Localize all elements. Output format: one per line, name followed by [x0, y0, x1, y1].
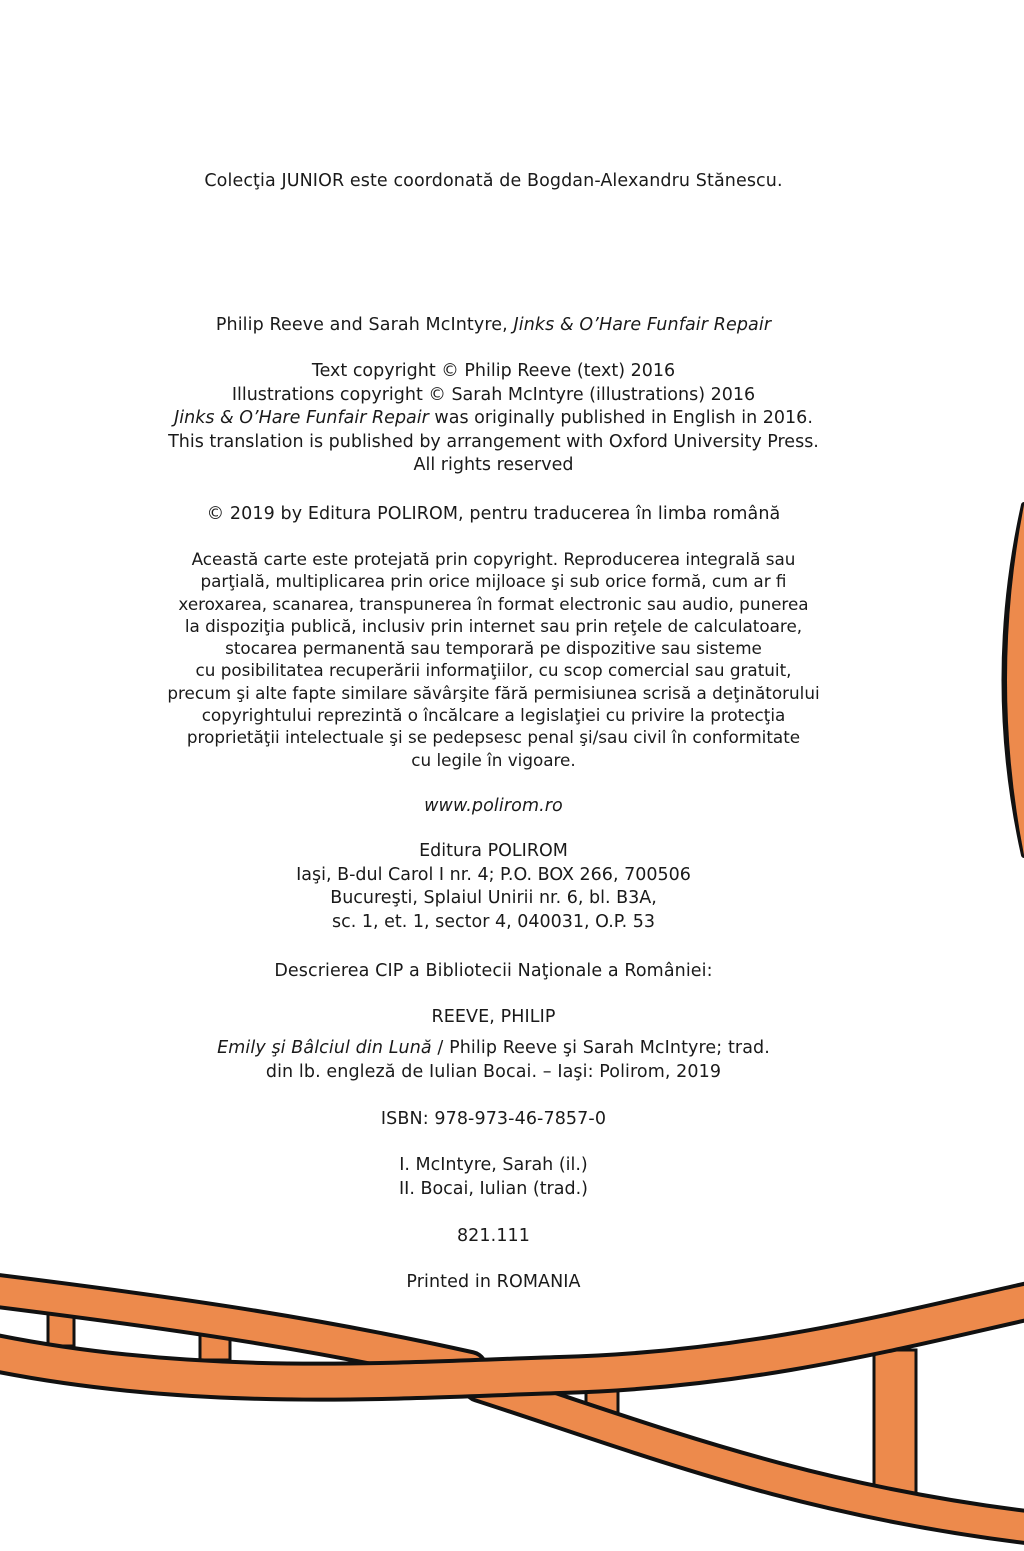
- legal-line: Această carte este protejată prin copyright. Reproducerea integrală sau: [191, 549, 796, 569]
- rights-reserved: All rights reserved: [413, 455, 574, 476]
- translation-copyright: © 2019 by Editura POLIROM, pentru traducerea în limba română: [206, 504, 781, 524]
- contributor: I. McIntyre, Sarah (il.): [399, 1155, 588, 1175]
- cip-author: REEVE, PHILIP: [431, 1007, 556, 1027]
- legal-line: copyrightului reprezintă o încălcare a legislaţiei cu privire la protecţia: [201, 705, 786, 726]
- legal-line: parţială, multiplicarea prin orice mijloace şi sub orice formă, cum ar fi: [200, 571, 787, 592]
- printed-in: Printed in ROMANIA: [406, 1272, 581, 1292]
- isbn: ISBN: 978-973-46-7857-0: [380, 1109, 607, 1129]
- cip-entry-line-2: din lb. engleză de Iulian Bocai. – Iaşi: Polirom, 2019: [265, 1062, 722, 1082]
- contributors: [0, 1154, 987, 1201]
- address-line: Iaşi, B-dul Carol I nr. 4; P.O. BOX 266, 700506: [296, 864, 691, 885]
- address-line: sc. 1, et. 1, sector 4, 040031, O.P. 53: [331, 911, 655, 932]
- website-link[interactable]: www.polirom.ro: [424, 796, 563, 816]
- cip-entry-line-1: [0, 1036, 987, 1060]
- publisher-name: Editura POLIROM: [419, 841, 568, 861]
- legal-line: la dispoziţia publică, inclusiv prin internet sau prin reţele de calculatoare,: [184, 615, 803, 636]
- publisher-address: [0, 840, 987, 934]
- cip-heading: Descrierea CIP a Bibliotecii Naţionale a României:: [274, 961, 713, 981]
- cip-title: Emily şi Bâlciul din Lună: [217, 1038, 432, 1058]
- classification: 821.111: [456, 1226, 531, 1246]
- legal-line: cu legile în vigoare.: [411, 749, 576, 770]
- legal-line: proprietăţii intelectuale şi se pedepsesc penal şi/sau civil în conformitate: [186, 727, 801, 748]
- cip-entry-rest: / Philip Reeve şi Sarah McIntyre; trad.: [431, 1038, 770, 1058]
- original-publication: [0, 407, 987, 431]
- illustrations-copyright: Illustrations copyright © Sarah McIntyre (illustrations) 2016: [231, 384, 756, 405]
- collection-note: Colecţia JUNIOR este coordonată de Bogdan-Alexandru Stănescu.: [204, 171, 783, 191]
- original-title: Jinks & O’Hare Funfair Repair: [513, 315, 772, 335]
- authors: Philip Reeve and Sarah McIntyre,: [215, 315, 514, 335]
- contributor: II. Bocai, Iulian (trad.): [399, 1178, 588, 1199]
- legal-line: cu posibilitatea recuperării informaţiilor, cu scop comercial sau gratuit,: [195, 660, 792, 681]
- text-copyright: Text copyright © Philip Reeve (text) 2016: [311, 361, 676, 381]
- legal-notice: [0, 548, 987, 771]
- copyright-block: [0, 360, 987, 478]
- original-title-line: [0, 313, 987, 337]
- original-title: Jinks & O’Hare Funfair Repair: [174, 408, 429, 429]
- legal-line: precum şi alte fapte similare săvârşite fără permisiunea scrisă a deţinătorului: [167, 682, 820, 703]
- translation-arrangement: This translation is published by arrangement with Oxford University Press.: [168, 431, 819, 452]
- address-line: Bucureşti, Splaiul Unirii nr. 6, bl. B3A,: [330, 888, 657, 909]
- publication-note: was originally published in English in 2016.: [428, 408, 813, 429]
- legal-line: stocarea permanentă sau temporară pe dispozitive sau sisteme: [225, 638, 762, 659]
- legal-line: xeroxarea, scanarea, transpunerea în format electronic sau audio, punerea: [178, 593, 809, 614]
